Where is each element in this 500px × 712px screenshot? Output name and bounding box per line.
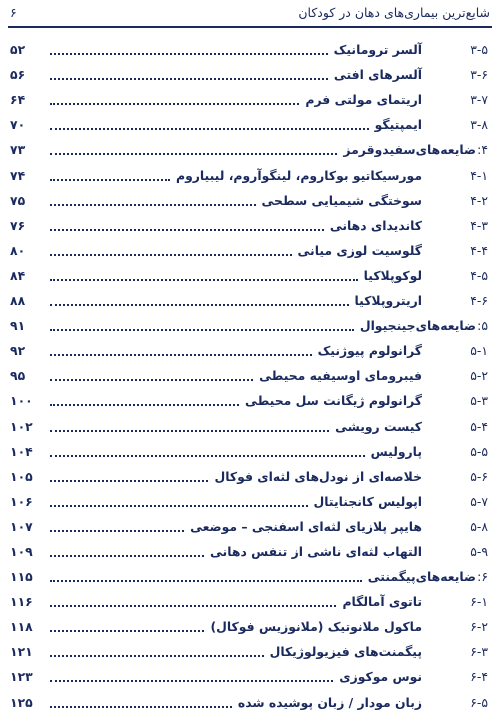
toc-leader-dots — [50, 179, 170, 181]
toc-entry-title: نوس موکوزی — [339, 669, 422, 685]
toc-entry-page: ۱۰۴ — [10, 443, 33, 459]
toc-entry-number: ۴-۵ — [470, 267, 488, 283]
toc-entry-page: ۷۳ — [10, 142, 26, 158]
toc-entry-number: ۴: — [477, 142, 488, 158]
toc-entry-number: ۶-۱ — [470, 594, 488, 610]
toc-entry-title: خلاصه‌ای از نودل‌های لثه‌ای فوکال — [214, 468, 422, 484]
toc-entry-title: ضایعه‌های‌سفیدوقرمز — [343, 142, 476, 158]
toc-entry-page: ۷۵ — [10, 192, 26, 208]
toc-leader-dots — [50, 153, 337, 155]
toc-entry-title: هایپر پلازیای لثه‌ای اسفنجی – موضعی — [190, 518, 422, 534]
toc-entry-title: کیست رویشی — [335, 418, 422, 434]
toc-entry-number: ۳-۷ — [470, 92, 488, 108]
toc-entry-row — [10, 586, 488, 611]
toc-entry-title: آلسرهای افتی — [333, 67, 422, 83]
toc-leader-dots — [50, 128, 369, 130]
toc-entry-row — [10, 260, 488, 285]
toc-entry-title: اریتمای مولتی فرم — [305, 92, 422, 108]
toc-entry-page: ۱۰۰ — [10, 393, 33, 409]
toc-entry-number: ۳-۶ — [470, 67, 488, 83]
toc-leader-dots — [50, 329, 354, 331]
toc-leader-dots — [50, 78, 328, 80]
toc-entry-title: ضایعه‌های‌پیگمنتی — [367, 569, 476, 585]
toc-entry-page: ۱۱۶ — [10, 594, 33, 610]
toc-entry-row — [10, 461, 488, 486]
toc-entry-number: ۵-۲ — [470, 368, 488, 384]
toc-leader-dots — [50, 229, 324, 231]
toc-entry-number: ۶-۲ — [470, 619, 488, 635]
toc-entry-number: ۳-۵ — [470, 42, 488, 58]
toc-entry-title: التهاب لثه‌ای ناشی از تنفس دهانی — [210, 543, 422, 559]
toc-leader-dots — [50, 706, 232, 708]
toc-entry-page: ۹۱ — [10, 318, 26, 334]
toc-entry-page: ۶۴ — [10, 92, 26, 108]
toc-entry-number: ۵-۳ — [470, 393, 488, 409]
toc-entry-title: تاتوی آمالگام — [342, 594, 422, 610]
toc-entry-page: ۱۰۵ — [10, 468, 33, 484]
toc-section-row — [10, 134, 488, 159]
toc-entry-row — [10, 536, 488, 561]
toc-entry-row — [10, 385, 488, 410]
toc-entry-page: ۱۰۲ — [10, 418, 33, 434]
toc-entry-row — [10, 335, 488, 360]
toc-leader-dots — [50, 304, 349, 306]
toc-entry-page: ۸۰ — [10, 242, 26, 258]
toc-entry-number: ۵-۹ — [470, 543, 488, 559]
toc-entry-number: ۵-۸ — [470, 518, 488, 534]
toc-entry-page: ۱۲۳ — [10, 669, 33, 685]
toc-entry-row — [10, 511, 488, 536]
toc-entry-row — [10, 185, 488, 210]
toc-entry-title: آلسر ترومانیک — [333, 42, 422, 58]
toc-entry-page: ۷۴ — [10, 167, 26, 183]
toc-entry-page: ۷۶ — [10, 217, 26, 233]
toc-entry-number: ۵-۷ — [470, 493, 488, 509]
toc-entry-row — [10, 436, 488, 461]
toc-entry-row — [10, 109, 488, 134]
toc-entry-page: ۱۱۸ — [10, 619, 33, 635]
toc-leader-dots — [50, 279, 358, 281]
toc-entry-number: ۵: — [477, 318, 488, 334]
toc-entry-number: ۵-۶ — [470, 468, 488, 484]
toc-entry-title: مورسیکاتیو بوکاروم، لینگوآروم، لیبیاروم — [175, 167, 422, 183]
toc-leader-dots — [50, 530, 184, 532]
toc-entry-number: ۴-۴ — [470, 242, 488, 258]
toc-entry-title: لوکوپلاکیا — [363, 267, 422, 283]
toc-entry-number: ۶-۴ — [470, 669, 488, 685]
toc-entry-row — [10, 34, 488, 59]
header-divider — [8, 26, 492, 28]
toc-entry-title: اپولیس کانجنایتال — [313, 493, 422, 509]
toc-entry-number: ۶-۳ — [470, 644, 488, 660]
toc-entry-page: ۵۶ — [10, 67, 26, 83]
toc-entry-page: ۱۰۷ — [10, 518, 33, 534]
toc-entry-page: ۹۵ — [10, 368, 26, 384]
toc-leader-dots — [50, 480, 208, 482]
toc-entry-title: گرانولوم پیوژنیک — [317, 343, 422, 359]
page-header — [10, 0, 490, 24]
toc-entry-row — [10, 84, 488, 109]
toc-entry-title: زبان مودار / زبان پوشیده شده — [237, 694, 422, 710]
toc-entry-title: پیگمنت‌های فیزیولوژیکال — [269, 644, 422, 660]
toc-leader-dots — [50, 655, 264, 657]
toc-entry-row — [10, 235, 488, 260]
toc-entry-number: ۵-۴ — [470, 418, 488, 434]
toc-entry-page: ۱۰۶ — [10, 493, 33, 509]
toc-leader-dots — [50, 505, 308, 507]
toc-entry-page: ۱۰۹ — [10, 543, 33, 559]
toc-leader-dots — [50, 204, 256, 206]
toc-entry-page: ۱۲۵ — [10, 694, 33, 710]
toc-section-row — [10, 310, 488, 335]
toc-entry-page: ۹۲ — [10, 343, 26, 359]
toc-entry-title: ایمپتیگو — [374, 117, 422, 133]
toc-entry-title: پارولیس — [370, 443, 422, 459]
toc-entry-row — [10, 611, 488, 636]
toc-entry-row — [10, 285, 488, 310]
toc-leader-dots — [50, 455, 365, 457]
toc-leader-dots — [50, 680, 333, 682]
header-title: شایع‌ترین بیماری‌های دهان در کودکان — [298, 4, 490, 20]
header-page-number: ۶ — [10, 4, 17, 20]
toc-entry-number: ۴-۱ — [470, 167, 488, 183]
toc-entry-page: ۸۸ — [10, 293, 26, 309]
toc-entry-row — [10, 636, 488, 661]
toc-entry-title: گرانولوم ژیگانت سل محیطی — [245, 393, 422, 409]
toc-entry-number: ۶-۵ — [470, 694, 488, 710]
toc-leader-dots — [50, 605, 336, 607]
toc-entry-page: ۱۲۱ — [10, 644, 33, 660]
toc-entry-number: ۴-۲ — [470, 192, 488, 208]
table-of-contents — [10, 34, 488, 712]
toc-leader-dots — [50, 254, 292, 256]
toc-entry-number: ۴-۶ — [470, 293, 488, 309]
toc-leader-dots — [50, 404, 239, 406]
toc-entry-number: ۵-۵ — [470, 443, 488, 459]
toc-entry-page: ۷۰ — [10, 117, 26, 133]
toc-entry-title: اریتروپلاکیا — [354, 293, 422, 309]
toc-entry-row — [10, 661, 488, 686]
toc-entry-row — [10, 410, 488, 435]
toc-leader-dots — [50, 354, 312, 356]
toc-entry-title: کاندیدای دهانی — [329, 217, 422, 233]
toc-entry-number: ۵-۱ — [470, 343, 488, 359]
toc-entry-title: سوختگی شیمیایی سطحی — [261, 192, 422, 208]
toc-section-row — [10, 561, 488, 586]
toc-entry-page: ۸۴ — [10, 267, 26, 283]
toc-leader-dots — [50, 103, 299, 105]
toc-leader-dots — [50, 580, 362, 582]
toc-leader-dots — [50, 630, 204, 632]
toc-entry-title: گلوسیت لوزی میانی — [297, 242, 422, 258]
toc-entry-row — [10, 210, 488, 235]
toc-entry-title: ماکول ملانوتیک (ملانوزیس فوکال) — [210, 619, 422, 635]
toc-entry-row — [10, 360, 488, 385]
toc-entry-page: ۵۲ — [10, 42, 26, 58]
toc-leader-dots — [50, 379, 253, 381]
toc-entry-number: ۴-۳ — [470, 217, 488, 233]
toc-entry-number: ۶: — [477, 569, 488, 585]
toc-entry-row — [10, 486, 488, 511]
toc-entry-row — [10, 159, 488, 184]
toc-leader-dots — [50, 430, 329, 432]
toc-entry-row — [10, 59, 488, 84]
toc-entry-title: فیبرومای اوسیفیه محیطی — [259, 368, 422, 384]
toc-entry-title: ضایعه‌های‌جینجیوال — [359, 318, 476, 334]
toc-entry-number: ۳-۸ — [470, 117, 488, 133]
toc-entry-page: ۱۱۵ — [10, 569, 33, 585]
toc-leader-dots — [50, 53, 328, 55]
toc-entry-row — [10, 686, 488, 711]
toc-leader-dots — [50, 555, 204, 557]
